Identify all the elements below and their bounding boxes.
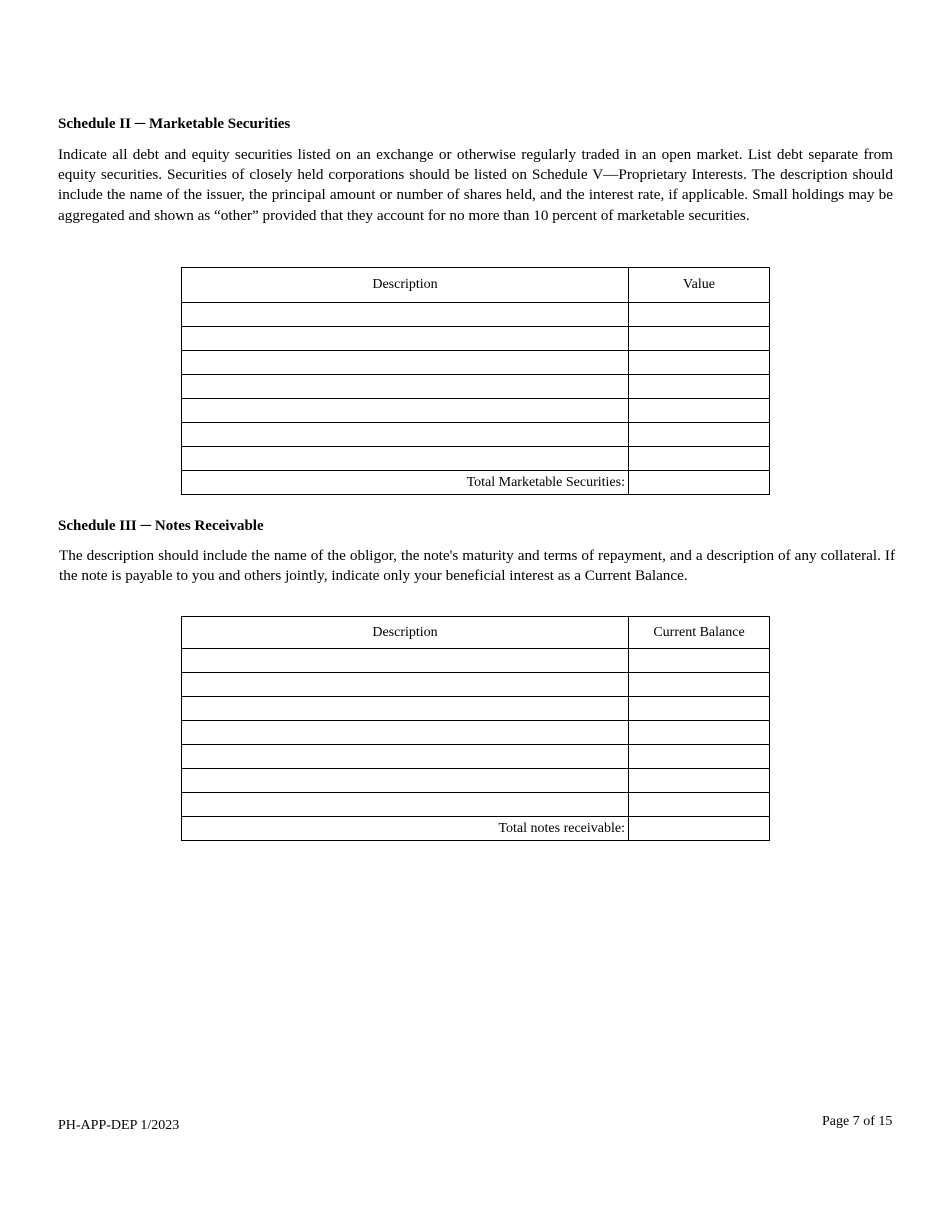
schedule-2-title: Schedule II ─ Marketable Securities	[58, 116, 291, 132]
table-row	[182, 649, 770, 673]
description-cell[interactable]	[182, 447, 629, 471]
description-cell[interactable]	[182, 399, 629, 423]
value-cell[interactable]	[629, 303, 770, 327]
description-cell[interactable]	[182, 769, 629, 793]
table-row	[182, 375, 770, 399]
current-balance-cell[interactable]	[629, 745, 770, 769]
description-cell[interactable]	[182, 423, 629, 447]
description-cell[interactable]	[182, 721, 629, 745]
notes-receivable-table	[181, 616, 770, 841]
table-row	[182, 351, 770, 375]
schedule-3-instructions: The description should include the name of the obligor, the note's maturity and terms of repayment, and a description of any collateral. If the note is payable to you and others jointly, indicate only your beneficial interest as a Current Balance.	[59, 547, 895, 585]
description-cell[interactable]	[182, 793, 629, 817]
description-cell[interactable]	[182, 375, 629, 399]
value-cell[interactable]	[629, 327, 770, 351]
description-cell[interactable]	[182, 303, 629, 327]
description-cell[interactable]	[182, 351, 629, 375]
total-row	[182, 471, 770, 495]
schedule-2-instructions: Indicate all debt and equity securities listed on an exchange or otherwise regularly traded in an open market. List debt separate from equity securities. Securities of closely held corporations should be listed on Schedule V—Proprietary Interests. The description should include the name of the issuer, the principal amount or number of shares held, and the interest rate, if applicable. Small holdings may be aggregated and shown as “other” provided that they account for no more than 10 percent of marketable securities.	[58, 146, 893, 224]
table-row	[182, 447, 770, 471]
page-number: Page 7 of 15	[822, 1114, 893, 1129]
table-row	[182, 745, 770, 769]
description-cell[interactable]	[182, 697, 629, 721]
value-cell[interactable]	[629, 423, 770, 447]
table-row	[182, 423, 770, 447]
value-cell[interactable]	[629, 447, 770, 471]
description-header: Description	[182, 268, 629, 303]
current-balance-cell[interactable]	[629, 649, 770, 673]
description-cell[interactable]	[182, 327, 629, 351]
current-balance-cell[interactable]	[629, 793, 770, 817]
total-marketable-securities-label: Total Marketable Securities:	[182, 471, 629, 495]
value-cell[interactable]	[629, 375, 770, 399]
total-notes-receivable-label: Total notes receivable:	[182, 817, 629, 841]
table-row	[182, 399, 770, 423]
total-notes-receivable-value[interactable]	[629, 817, 770, 841]
value-cell[interactable]	[629, 351, 770, 375]
table-row	[182, 769, 770, 793]
total-marketable-securities-value[interactable]	[629, 471, 770, 495]
current-balance-cell[interactable]	[629, 697, 770, 721]
current-balance-header: Current Balance	[629, 617, 770, 649]
schedule-3-title: Schedule III ─ Notes Receivable	[58, 518, 264, 534]
description-cell[interactable]	[182, 673, 629, 697]
table-row	[182, 303, 770, 327]
current-balance-cell[interactable]	[629, 769, 770, 793]
table-row	[182, 673, 770, 697]
table-row	[182, 793, 770, 817]
value-cell[interactable]	[629, 399, 770, 423]
table-row	[182, 327, 770, 351]
value-header: Value	[629, 268, 770, 303]
table-row	[182, 697, 770, 721]
description-cell[interactable]	[182, 745, 629, 769]
total-row	[182, 817, 770, 841]
table-row	[182, 721, 770, 745]
description-cell[interactable]	[182, 649, 629, 673]
description-header: Description	[182, 617, 629, 649]
form-identifier: PH-APP-DEP 1/2023	[58, 1118, 180, 1133]
current-balance-cell[interactable]	[629, 721, 770, 745]
marketable-securities-table	[181, 267, 770, 495]
current-balance-cell[interactable]	[629, 673, 770, 697]
